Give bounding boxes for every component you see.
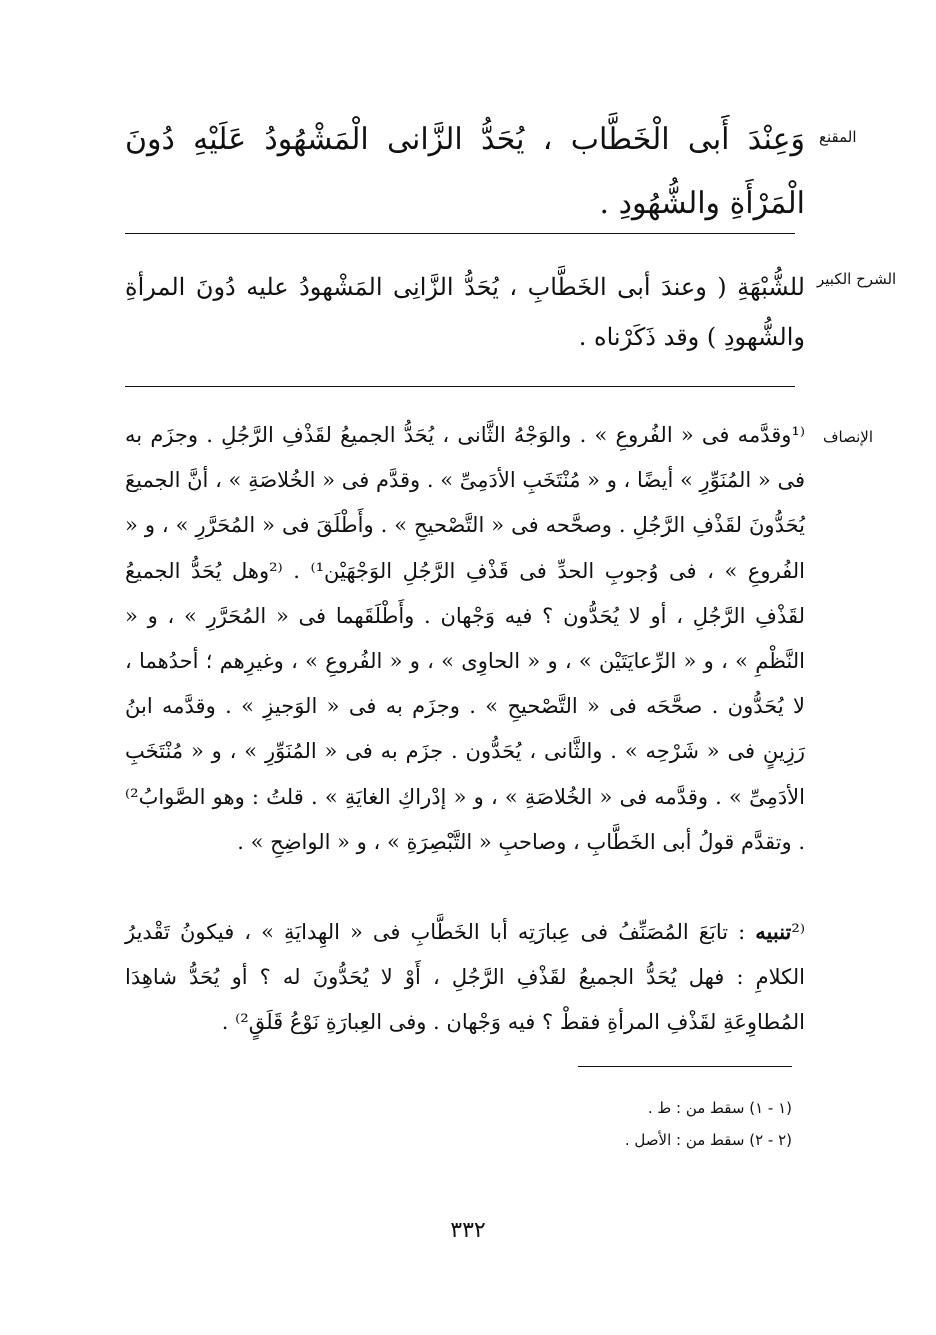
muqni-text: وَعِنْدَ أَبى الْخَطَّاب ، يُحَدُّ الزَّانى الْمَشْهُودُ عَلَيْهِ دُونَ الْمَرْأَةِ والشُّهُودِ .	[125, 122, 805, 221]
section-divider	[125, 386, 795, 387]
tanbih-lead: تنبيه	[755, 919, 792, 944]
section-divider	[125, 233, 795, 234]
footnotes	[400, 1092, 792, 1156]
tanbih-text: : تابَعَ المُصَنِّفُ فى عِبارَتِه أبا الخَطَّابِ فى « الهِدايَةِ » ، فيكونُ تَقْديرُ الكلامِ : فهل يُحَدُّ الجميعُ لقَذْفِ الرَّجُلِ ، أَوْ لا يُحَدُّونَ له ؟ أو يُحَدُّ شاهِدَا المُطاوِعَةِ لقَذْفِ المرأةِ فقطْ ؟ فيه وَجْهان . وفى العِبارَةِ نَوْعُ قَلَقٍ²⁾ .	[125, 920, 805, 1034]
footnote: (١ - ١) سقط من : ط .	[647, 1099, 792, 1117]
footnote-divider	[578, 1066, 792, 1067]
sharh-text: للشُّبْهَةِ ( وعندَ أبى الخَطَّابِ ، يُحَدُّ الزَّانِى المَشْهودُ عليه دُونَ المرأةِ والشُّهودِ ) وقد ذَكَرْناه .	[125, 273, 805, 351]
tanbih-paragraph	[125, 909, 805, 1045]
insaf-text: ⁽¹وقدَّمه فى « الفُروعِ » . والوَجْهُ الثَّانى ، يُحَدُّ الجميعُ لقَذْفِ الرَّجُلِ . وجزَم به فى « المُنَوِّرِ » أيضًا ، و « مُنْتَخَبِ الأدَمِىِّ » . وقدَّم فى « الخُلاصَةِ » ، أنَّ الجميعَ يُحَدُّونَ لقَذْفِ الرَّجُلِ . وصحَّحه فى « التَّصْحيحِ » . وأَطْلَقَ فى « المُحَرَّرِ » ، و « الفُروعِ » ، فى وُجوبِ الحدِّ فى قَذْفِ الرَّجُلِ الوَجْهَيْن¹⁾ . ⁽²وهل يُحَدُّ الجميعُ لقَذْفِ الرَّجُلِ ، أو لا يُحَدُّون ؟ فيه وَجْهان . وأَطْلَقَهما فى « المُحَرَّرِ » ، و « النَّظْمِ » ، و « الرِّعايَتَيْن » ، و « الحاوِى » ، و « الفُروعِ » ، وغيرِهم ؛ أحدُهما ، لا يُحَدُّون . صحَّحَه فى « التَّصْحيحِ » . وجزَم به فى « الوَجيزِ » . وقدَّمه ابنُ رَزِينٍ فى « شَرْحِه » . والثَّانى ، يُحَدُّون . جزَم به فى « المُنَوِّرِ » ، و « مُنْتَخَبِ الأدَمِىِّ » . وقدَّمه فى « الخُلاصَةِ » ، و « إدْراكِ الغايَةِ » . قلتُ : وهو الصَّوابُ²⁾ . وتقدَّم قولُ أبى الخَطَّابِ ، وصاحبِ « التَّبْصِرَةِ » ، و « الواضِحِ » .	[125, 423, 805, 854]
section-label-sharh: الشرح الكبير	[817, 270, 897, 288]
section-label-muqni: المقنع	[819, 128, 857, 146]
page-number: ٣٣٢	[450, 1218, 486, 1243]
tanbih-marker: ⁽²	[791, 920, 805, 944]
footnote: (٢ - ٢) سقط من : الأصل .	[624, 1131, 792, 1149]
section-label-insaf: الإنصاف	[823, 428, 874, 446]
